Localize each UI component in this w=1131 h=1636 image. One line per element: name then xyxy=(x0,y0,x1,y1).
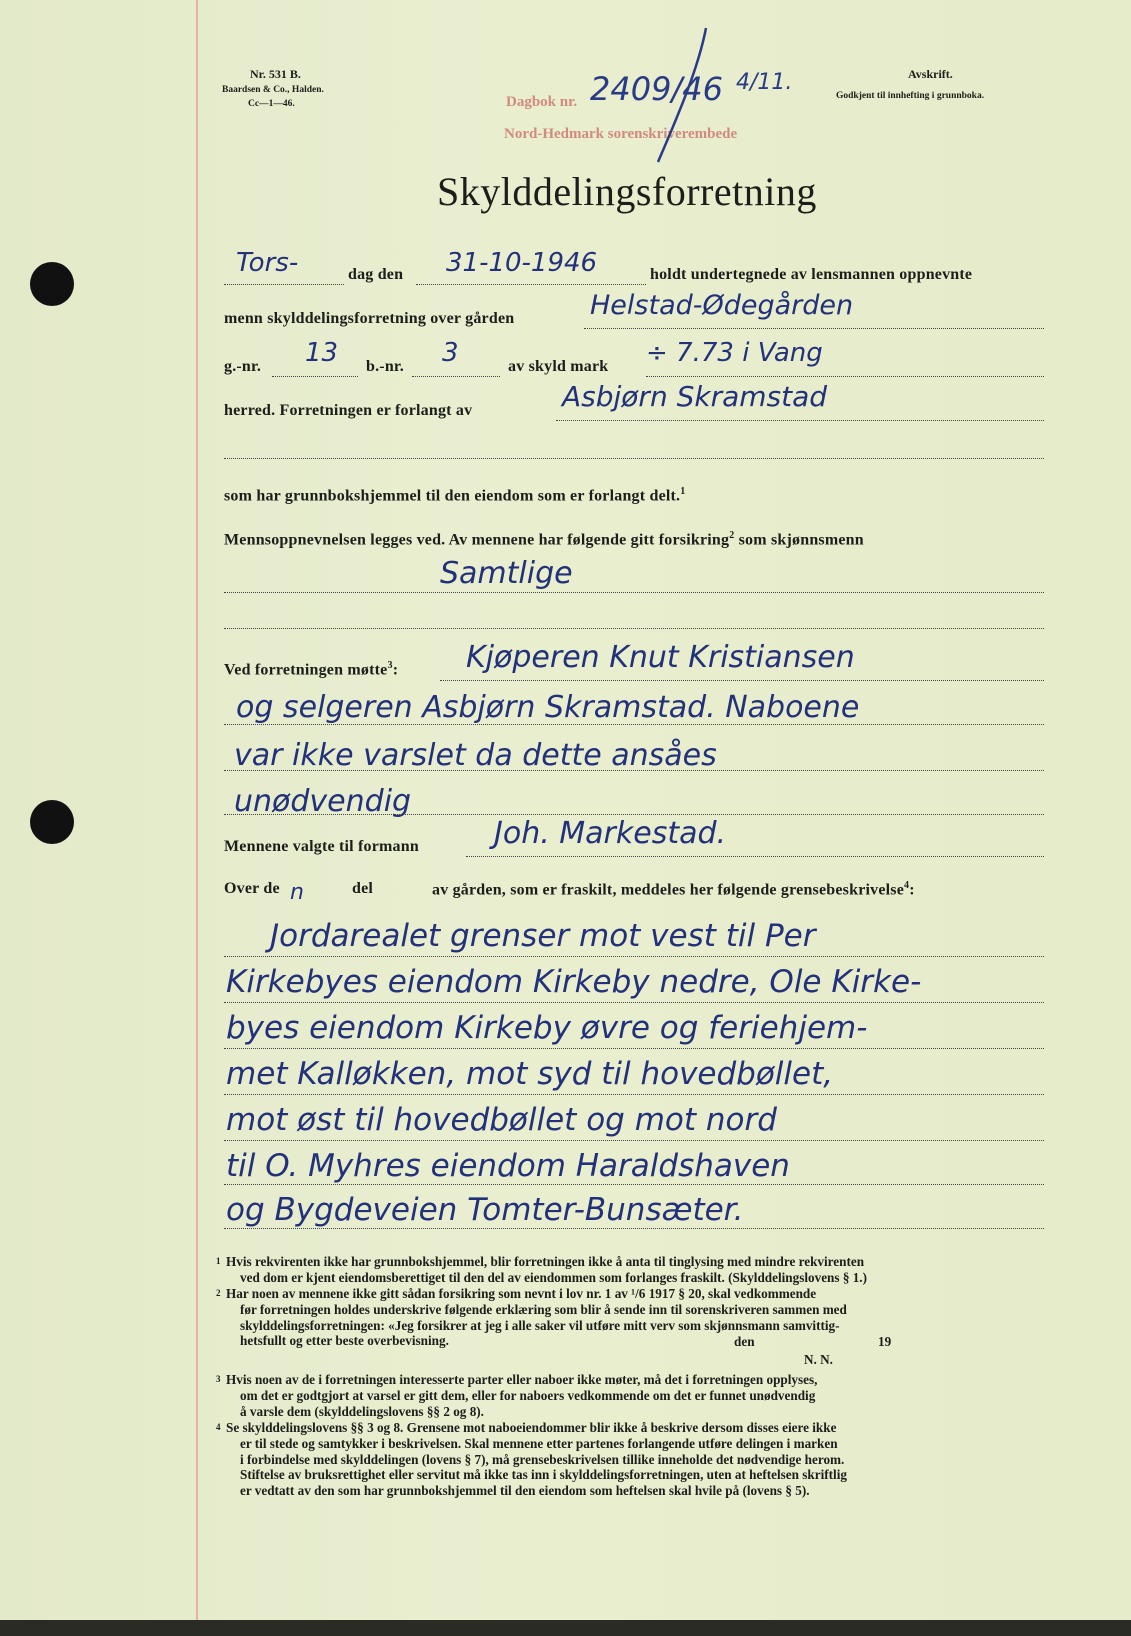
label-mennsoppnevnelsen: Mennsoppnevnelsen legges ved. Av mennene har følgende gitt forsikring$^2$ som skjønnsmenn xyxy=(224,530,864,549)
label-over-den: Over de xyxy=(224,880,280,897)
footnote-2: 2 Har noen av mennene ikke gitt sådan forsikring som nevnt i lov nr. 1 av ¹/6 1917 § 20, skal vedkommende før forretningen holdes underskrive følgende erklæring som blir å sende inn til sorenskriveren sammen med skylddelingsforretningen: «Jeg forsikrer at jeg i alle saker vil utføre mitt verv som skjønnsmann samvittig- hetsfullt og etter beste overbevisning. xyxy=(216,1286,847,1349)
skjonnsmenn-written: Samtlige xyxy=(440,556,573,591)
declaration-signature: N. N. xyxy=(804,1352,833,1367)
grense-line-2: Kirkebyes eiendom Kirkeby nedre, Ole Kirke- xyxy=(226,964,922,1000)
form-number: Nr. 531 B. xyxy=(250,67,301,81)
label-menn: menn skylddelingsforretning over gården xyxy=(224,310,515,327)
label-del: del xyxy=(352,880,374,897)
footnote-4: 4 Se skylddelingslovens §§ 3 og 8. Grensene mot naboeiendommer blir ikke å beskrive dersom disses eiere ikke er til stede og samtykker i beskrivelsen. Skal mennene etter partenes forlangende utføre delingen i marken i forbindelse med skylddelingen (lovens § 7), må grensebeskrivelsen tillike inneholde det nødvendige herom. Stiftelse av bruksrettighet eller servitut må ikke tas inn i skylddelingsforretningen, uten at heftelsen skriftlig er vedtatt av den som har grunnbokshjemmel til den eiendom som heftelsen skal hvile på (lovens § 5). xyxy=(216,1420,847,1499)
motte-line-3: var ikke varslet da dette ansåes xyxy=(234,738,717,773)
printer-name: Baardsen & Co., Halden. xyxy=(222,85,324,95)
grense-line-7: og Bygdeveien Tomter-Bunsæter. xyxy=(226,1192,744,1228)
label-av-garden: av gården, som er fraskilt, meddeles her følgende grensebeskrivelse$^4$: xyxy=(432,880,915,899)
grense-line-6: til O. Myhres eiendom Haraldshaven xyxy=(226,1148,790,1184)
stamp-office: Nord-Hedmark sorenskriverembede xyxy=(504,126,738,142)
stamp-date: 4/11. xyxy=(736,70,793,95)
label-dag-den: dag den xyxy=(348,266,404,283)
skyld-written: ÷ 7.73 i Vang xyxy=(646,338,823,368)
label-herred: herred. Forretningen er forlangt av xyxy=(224,402,473,419)
over-den-written: n xyxy=(290,880,304,905)
stamp-dagbok-number: 2409/46 xyxy=(590,70,723,108)
stamp-pen-stroke xyxy=(636,20,726,170)
motte-line-1: Kjøperen Knut Kristiansen xyxy=(466,640,855,675)
date-written: 31-10-1946 xyxy=(446,248,598,278)
bnr-written: 3 xyxy=(442,338,459,368)
footnote-3: 3 Hvis noen av de i forretningen interesserte parter eller naboer ikke møter, må det i forretningen opplyses, om det er godtgjort at varsel er gitt dem, eller for naboers vedkommende om det er funnet unødvendig å varsle dem (skylddelingslovens §§ 2 og 8). xyxy=(216,1372,818,1419)
copy-label: Avskrift. xyxy=(908,67,953,81)
gnr-written: 13 xyxy=(305,338,339,368)
label-skyld: av skyld mark xyxy=(508,358,609,375)
scan-edge xyxy=(0,1620,1131,1636)
grense-line-5: mot øst til hovedbøllet og mot nord xyxy=(226,1102,777,1138)
stamp-dagbok-label: Dagbok nr. xyxy=(506,94,578,110)
grense-line-1: Jordarealet grenser mot vest til Per xyxy=(270,918,816,954)
punch-hole-bottom xyxy=(30,800,74,844)
motte-line-2: og selgeren Asbjørn Skramstad. Naboene xyxy=(236,690,860,725)
declaration-den: den xyxy=(734,1334,755,1349)
label-holdt: holdt undertegnede av lensmannen oppnevnte xyxy=(650,266,973,283)
print-code: Cc—1—46. xyxy=(248,99,295,109)
declaration-year: 19 xyxy=(878,1334,892,1349)
label-motte: Ved forretningen møtte$^3$: xyxy=(224,660,399,679)
label-formann: Mennene valgte til formann xyxy=(224,838,419,855)
formann-written: Joh. Markestad. xyxy=(494,816,727,851)
motte-line-4: unødvendig xyxy=(234,784,412,819)
weekday-written: Tors- xyxy=(236,248,299,278)
document-title: Skylddelingsforretning xyxy=(437,169,817,214)
margin-rule xyxy=(196,0,198,1620)
grense-line-4: met Kalløkken, mot syd til hovedbøllet, xyxy=(226,1056,834,1092)
requester-written: Asbjørn Skramstad xyxy=(562,380,828,413)
copy-approval: Godkjent til innhefting i grunnboka. xyxy=(836,91,985,101)
footnote-1: 1 Hvis rekvirenten ikke har grunnbokshjemmel, blir forretningen ikke å anta til tinglysing med mindre rekvirenten ved dom er kjent eiendomsberettiget til den del av eiendommen som forlanges fraskilt. (Skylddelingslovens § 1.) xyxy=(216,1254,867,1285)
punch-hole-top xyxy=(30,262,74,306)
label-gnr: g.-nr. xyxy=(224,358,262,375)
grense-line-3: byes eiendom Kirkeby øvre og feriehjem- xyxy=(226,1010,868,1046)
label-bnr: b.-nr. xyxy=(366,358,404,375)
label-hjemmel: som har grunnbokshjemmel til den eiendom som er forlangt delt.$^1$ xyxy=(224,486,686,505)
farm-written: Helstad-Ødegården xyxy=(590,290,854,321)
